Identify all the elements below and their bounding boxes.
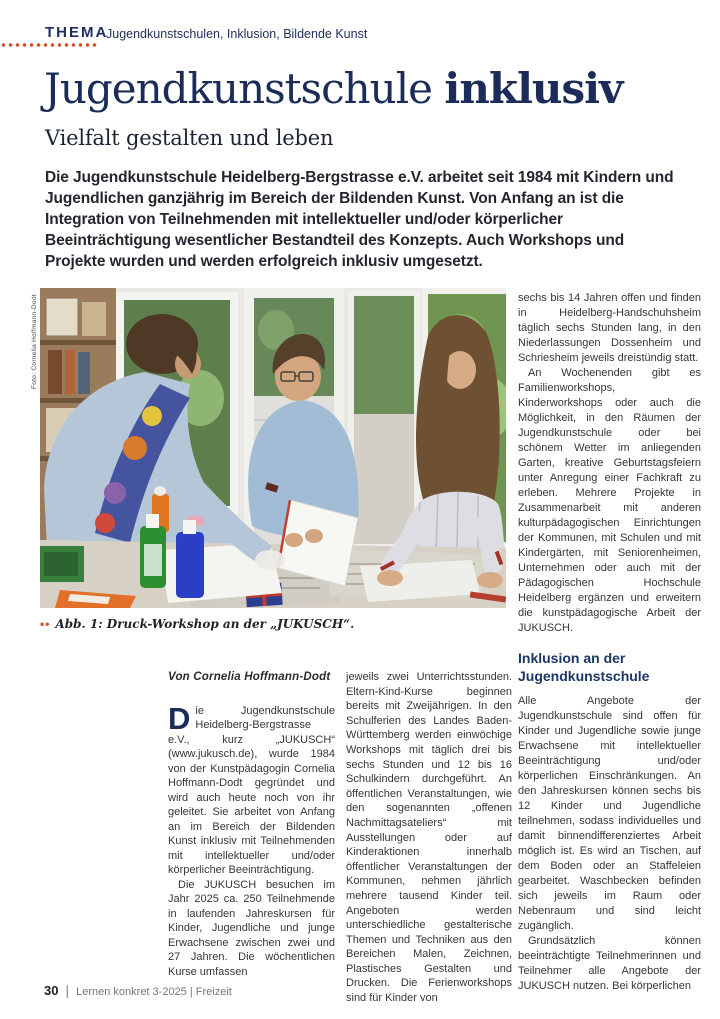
paragraph: jeweils zwei Unterrichtsstunden. Eltern-Kind-Kurse beginnen bereits mit Zweijährigen. In den Schulferien des Landes Baden-Württemberg werden einwöchige Workshops mit täglich drei bis sechs Stunden und 12 bis 16 Schulkindern durchgeführt. An öffentlichen Veranstaltungen, wie den sogenannten „offenen Nachmittagsateliers“ mit Ausstellungen oder auf Kinderaktionen innerhalb öffentlicher Veranstaltungen der Kommunen, nehmen jährlich mehrere tausend Kinder teil. Angeboten werden unterschiedliche gestalterische Themen und Techniken aus den Bereichen Malen, Zeichnen, Plastisches Gestalten und Drucken. Die Ferienworkshops sind für Kinder von — [346, 671, 512, 1005]
footer-journal: Lernen konkret 3-2025 | Freizeit — [76, 986, 232, 998]
article-subtitle: Vielfalt gestalten und leben — [45, 126, 334, 150]
workshop-photo-illustration — [40, 288, 506, 608]
byline: Von Cornelia Hoffmann-Dodt — [168, 671, 331, 683]
topic-list: Jugendkunstschulen, Inklusion, Bildende Kunst — [106, 27, 368, 41]
section-heading: Inklusion an der Jugendkunstschule — [518, 650, 650, 685]
photo-credit: Foto: Cornelia Hoffmann-Dodt — [31, 294, 38, 389]
article-column-2 — [346, 670, 512, 1006]
paragraph-text: ie Jugendkunstschule Heidelberg-Bergstrasse e.V., kurz „JUKUSCH“ (www.jukusch.de), wurde 1984 von der Kunstpädagogin Cornelia Hoffmann-Dodt gegründet und wird auch heute noch von ihr geleitet. Sie arbeitet von Anfang an im Bereich der Bildenden Kunst inklusiv mit Teilnehmenden mit intellektueller und/oder körperlicher Beeinträchtigung. — [168, 704, 335, 876]
article-title — [44, 66, 704, 112]
photo-caption — [40, 617, 506, 631]
article-column-3 — [518, 291, 701, 994]
article-title-regular: Jugendkunstschule — [44, 64, 445, 113]
paragraph: sechs bis 14 Jahren offen und finden in Heidelberg-Handschuhsheim täglich sechs Stunden lang, in den Niederlassungen Dossenheim und Schriesheim jeweils dreistündig statt. — [518, 292, 701, 364]
paragraph: An Wochenenden gibt es Familienworkshops, Kinderworkshops oder auch die Möglichkeit, in den Räumen der Jugendkunstschule oder bei schönem Wetter im anliegenden Garten, kreative Geburtstagsfeiern unter Anregung einer Fachkraft zu erleben. Mehrere Projekte in Zusammenarbeit mit anderen kulturpädagogischen Einrichtungen der Kommunen, mit Schulen und mit Kindergärten, mit Seniorenheimen, Unternehmen oder auch mit der Pädagogischen Hochschule Heidelberg ergänzen und erweitern die kunstpädagogische Arbeit der JUKUSCH. — [518, 367, 701, 634]
paragraph — [168, 700, 335, 878]
page-number: 30 — [44, 983, 59, 998]
kicker-dots-icon — [0, 42, 99, 48]
dropcap: D — [168, 700, 191, 736]
caption-text: Abb. 1: Druck-Workshop an der „JUKUSCH“. — [55, 617, 355, 631]
kicker-label: THEMA — [45, 24, 109, 41]
workshop-photo — [40, 288, 506, 608]
footer-separator: | — [65, 982, 70, 998]
lead-paragraph: Die Jugendkunstschule Heidelberg-Bergstrasse e.V. arbeitet seit 1984 mit Kindern und Jugendlichen ganzjährig im Bereich der Bildenden Kunst. Von Anfang an ist die Integration von Teilnehmenden mit intellektueller und/oder körperlicher Beeinträchtigung wesentlicher Bestandteil des Konzepts. Auch Workshops und Projekte wurden und werden erfolgreich inklusiv umgesetzt. — [45, 169, 674, 270]
article-column-1 — [168, 670, 335, 979]
paragraph: Grundsätzlich können beeinträchtigte Teilnehmerinnen und Teilnehmer alle Angebote der JUKUSCH nutzen. Bei körperlichen — [518, 935, 701, 993]
caption-bullets-icon: •• — [40, 617, 51, 631]
paragraph: Die JUKUSCH besuchen im Jahr 2025 ca. 250 Teilnehmende in laufenden Jahreskursen für Kinder, Jugendliche und junge Erwachsene zwischen zwei und 27 Jahren. Die wöchentlichen Kurse umfassen — [168, 878, 335, 978]
workshop-photo-figure — [31, 288, 506, 631]
page-footer — [44, 982, 232, 998]
paragraph: Alle Angebote der Jugendkunstschule sind offen für Kinder und Jugendliche sowie junge Erwachsene mit intellektueller Beeinträchtigung und/oder körperlichen Einschränkungen. An den Jahreskursen können sechs bis 12 Kinder und Jugendliche teilnehmen, sodass individuelles und damit binnendifferenziertes Arbeit möglich ist. Es wird an Tischen, auf dem Boden oder an Staffeleien gearbeitet. Waschbecken befinden sich jeweils im Raum oder Nebenraum und sind leicht zugänglich. — [518, 695, 701, 933]
article-title-bold: inklusiv — [444, 64, 623, 113]
